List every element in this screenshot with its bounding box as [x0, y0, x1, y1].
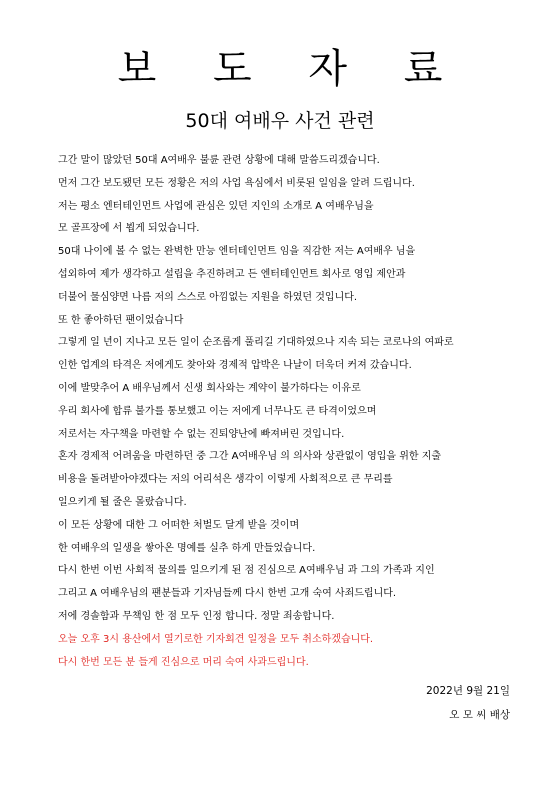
document-date: 2022년 9월 21일 [426, 685, 510, 697]
statement-body [58, 150, 528, 674]
statement-line: 먼저 그간 보도됐던 모든 정황은 저의 사업 욕심에서 비롯된 일임을 알려 드립니다. [58, 177, 415, 189]
statement-line: 50대 나이에 볼 수 없는 완벽한 만능 엔터테인먼트 임을 직감한 저는 A여배우 님을 [58, 246, 416, 258]
cancellation-notice-line: 오늘 오후 3시 용산에서 열기로한 기자회견 일정을 모두 취소하겠습니다. [58, 633, 374, 645]
statement-line: 다시 한번 이번 사회적 물의를 일으키게 된 점 진심으로 A여배우님 과 그의 가족과 지인 [58, 565, 435, 577]
signature: 오 모 씨 배상 [449, 709, 510, 721]
statement-line: 저에 경솔함과 무책임 한 점 모두 인정 합니다. 정말 죄송합니다. [58, 610, 335, 622]
statement-line: 일으키게 될 줄은 몰랐습니다. [58, 496, 187, 508]
statement-line: 그리고 A 여배우님의 팬분들과 기자님들께 다시 한번 고개 숙여 사죄드립니다. [58, 588, 397, 600]
statement-line: 이 모든 상황에 대한 그 어떠한 처벌도 달게 받을 것이며 [58, 519, 300, 531]
statement-line: 한 여배우의 일생을 쌓아온 명예를 실추 하게 만들었습니다. [58, 542, 316, 554]
statement-line: 비용을 돌려받아야겠다는 저의 어리석은 생각이 이렇게 사회적으로 큰 무리를 [58, 474, 393, 486]
statement-line: 섭외하여 제가 생각하고 설립을 추진하려고 든 엔터테인먼트 회사로 영입 제안과 [58, 268, 406, 280]
statement-line: 우리 회사에 합류 불가를 통보했고 이는 저에게 너무나도 큰 타격이었으며 [58, 405, 377, 417]
statement-line: 모 골프장에 서 뵙게 되었습니다. [58, 223, 200, 235]
statement-line: 혼자 경제적 어려움을 마련하던 중 그간 A여배우님 의 의사와 상관없이 영입을 위한 지출 [58, 451, 442, 463]
statement-line: 또 한 좋아하던 팬이었습니다 [58, 314, 184, 326]
statement-line: 더불어 물심양면 나름 저의 스스로 아낌없는 지원을 하였던 것입니다. [58, 291, 358, 303]
document-subtitle: 50대 여배우 사건 관련 [185, 110, 375, 132]
statement-line: 저로서는 자구책을 마련할 수 없는 진퇴양난에 빠져버린 것입니다. [58, 428, 345, 440]
statement-line: 그간 말이 많았던 50대 A여배우 불륜 관련 상황에 대해 말씀드리겠습니다. [58, 155, 380, 166]
statement-line: 저는 평소 엔터테인먼트 사업에 관심은 있던 지인의 소개로 A 여배우님을 [58, 200, 374, 212]
document-title: 보 도 자 료 [117, 46, 465, 92]
apology-line: 다시 한번 모든 분 들게 진심으로 머리 숙여 사과드립니다. [58, 656, 309, 668]
statement-line: 이에 발맞추어 A 배우님께서 신생 회사와는 계약이 불가하다는 이유로 [58, 382, 361, 394]
statement-line: 그렇게 일 년이 지나고 모든 일이 순조롭게 풀리길 기대하였으나 지속 되는 코로나의 여파로 [58, 337, 454, 349]
statement-line: 인한 업계의 타격은 저에게도 찾아와 경제적 압박은 나날이 더욱더 커져 갔습니다. [58, 360, 412, 372]
